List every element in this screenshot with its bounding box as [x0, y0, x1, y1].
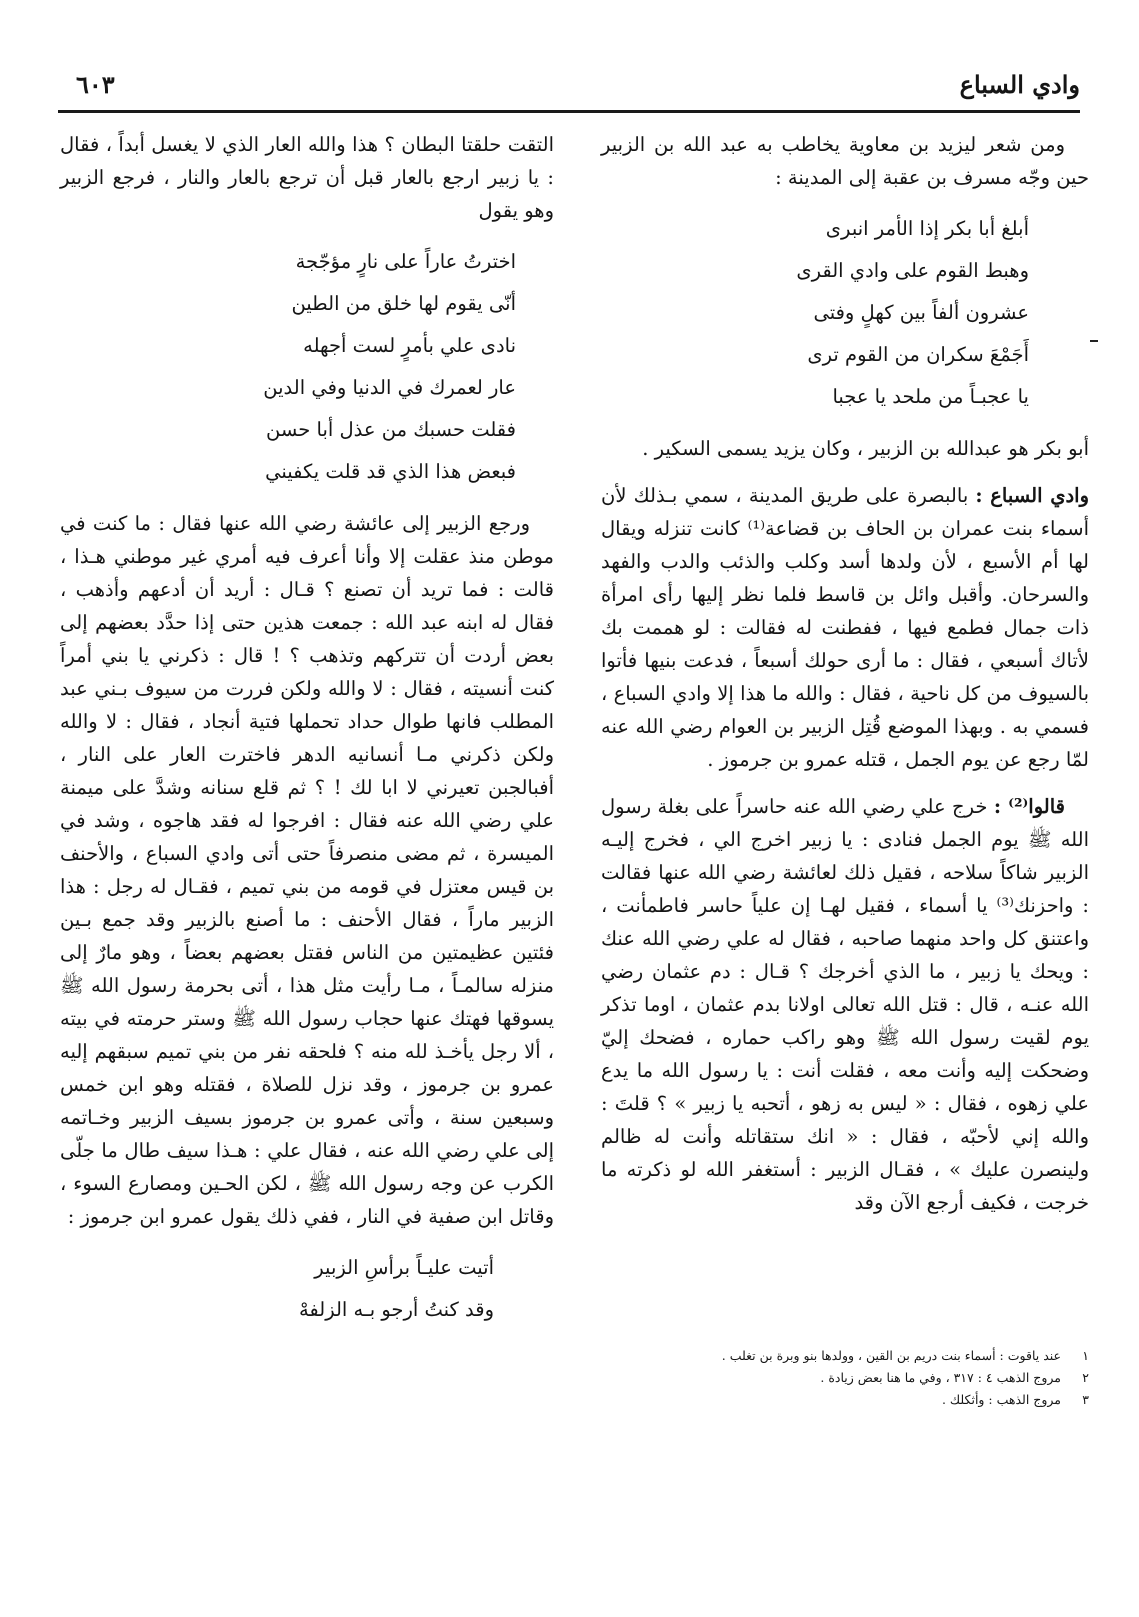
intro-paragraph: ومن شعر ليزيد بن معاوية يخاطب به عبد الله بن الزبير حين وجّه مسرف بن عقبة إلى المدينة :: [601, 133, 1089, 189]
verse-line: عشرون ألفاً بين كهلٍ وفتى: [813, 301, 1029, 324]
amr-poem: [60, 1247, 554, 1331]
footnote-number: ١: [1082, 1348, 1089, 1363]
narrative-paragraph: ورجع الزبير إلى عائشة رضي الله عنها فقال : ما كنت في موطن منذ عقلت إلا وأنا أعرف فيه أمري غير موطني هـذا ، قالت : فما تريد أن تصنع ؟ قـال : أريد أن أدعهم وأذهب ، فقال له ابنه عبد الله : جمعت هذين حتى إذا حدَّد بعضهم إلى بعض أردت أن تتركهم وتذهب ؟ ! قال : ذكرني يا بني أمراً كنت أنسيته ، فقال : لا والله ولكن فررت من سيوف بـني عبد المطلب فانها طوال حداد تحملها فتية أنجاد ، فقال : لا والله ولكن ذكرني مـا أنسانيه الدهر فاخترت العار على النار ، أفبالجبن تعيرني لا ابا لك ! ؟ ثم قلع سنانه وشدَّ على ميمنة علي رضي الله عنه فقال : افرجوا له فقد هاجوه ، وشد في الميسرة ، ثم مضى منصرفاً حتى أتى وادي السباع ، والأحنف بن قيس معتزل في قومه من بني تميم ، فقـال له رجل : هذا الزبير ماراً ، فقال الأحنف : ما أصنع بالزبير وقد جمع بـين فئتين عظيمتين من الناس فقتل بعضهم بعضاً ، وهو مارٌ إلى منزله سالمـاً ، مـا رأيت مثل هذا ، أتى بحرمة رسول الله ﷺ يسوقها فهتك عنها حجاب رسول الله ﷺ وستر حرمته في بيته ، ألا رجل يأخـذ لله منه ؟ فلحقه نفر من بني تميم سبقهم إليه عمرو بن جرموز ، وقد نزل للصلاة ، فقتله وهو ابن خمس وسبعين سنة ، وأتى عمرو بن جرموز بسيف الزبير وخـاتمه إلى علي رضي الله عنه ، فقال علي : هـذا سيف طال ما جلّى الكرب عن وجه رسول الله ﷺ ، لكن الحـين ومصارع السوء ، وقاتل ابن صفية في النار ، ففي ذلك يقول عمرو ابن جرموز :: [60, 512, 554, 1228]
footnote: [589, 1345, 1089, 1367]
entry-headword: وادي السباع :: [975, 484, 1089, 507]
continuation-paragraph: التقت حلقتا البطان ؟ هذا والله العار الذي لا يغسل أبداً ، فقال : يا زبير ارجع بالعار قبل أن ترجع بالعار والنار ، فرجع الزبير وهو يقول: [60, 133, 554, 222]
yazid-poem: [601, 208, 1089, 418]
verse-line: عار لعمرك في الدنيا وفي الدين: [263, 376, 516, 399]
footnote: [589, 1367, 1089, 1389]
verse-line: أَجَمْعَ سكران من القوم ترى: [807, 343, 1029, 366]
footnote: [589, 1389, 1089, 1411]
left-column: [60, 128, 554, 1345]
entry-text: بالبصرة على طريق المدينة ، سمي بـذلك لأن أسماء بنت عمران بن الحاف بن قضاعة⁽¹⁾ كانت تنزله ويقال لها أم الأسبع ، لأن ولدها أسد وكلب والذئب والدب والفهد والسرحان. وأقبل وائل بن قاسط فلما نظر إليها رأى امرأة ذات جمال فطمع فيها ، ففطنت له فقالت : لو هممت بك لأتاك أسبعي ، فقال : ما أرى حولك أسبعاً ، فدعت بنيها فأتوا بالسيوف من كل ناحية ، فقال : والله ما هذا إلا وادي السباع ، فسمي به . وبهذا الموضع قُتِل الزبير بن العوام رضي الله عنه لمّا رجع عن يوم الجمل ، قتله عمرو بن جرموز .: [601, 484, 1089, 771]
verse-line: أبلغ أبا بكر إذا الأمر انبرى: [825, 217, 1029, 240]
qalu-headword: قالوا⁽²⁾ :: [993, 795, 1066, 818]
footnote-text: مروج الذهب : وأثكلك .: [941, 1392, 1061, 1407]
verse-line: فقلت حسبك من عذل أبا حسن: [266, 418, 516, 441]
footnote-text: مروج الذهب ٤ : ٣١٧ ، وفي ما هنا بعض زيادة .: [820, 1370, 1061, 1385]
header-rule: [58, 110, 1080, 113]
verse-line: أنّى يقوم لها خلق من الطين: [291, 292, 516, 315]
verse-line: اخترتُ عاراً على نارٍ مؤجّجة: [295, 250, 516, 273]
qalu-text: خرج علي رضي الله عنه حاسراً على بغلة رسول الله ﷺ يوم الجمل فنادى : يا زبير اخرج الي ، فخرج إليـه الزبير شاكاً سلاحه ، فقيل ذلك لعائشة رضي الله عنها فقالت : واحزنك⁽³⁾ يا أسماء ، فقيل لهـا إن علياً حاسر فاطمأنت ، واعتنق كل واحد منهما صاحبه ، فقال له علي رضي الله عنك : ويحك يا زبير ، ما الذي أخرجك ؟ قـال : دم عثمان رضي الله عنـه ، قال : قتل الله تعالى اولانا بدم عثمان ، اوما تذكر يوم لقيت رسول الله ﷺ وهو راكب حماره ، فضحك إليّ وضحكت إليه وأنت معه ، فقلت أنت : يا رسول الله ما يدع علي زهوه ، فقال : « ليس به زهو ، أتحبه يا زبير » ؟ قلتَ : والله إني لأحبّه ، فقال : « انك ستقاتله وأنت له ظالم ولينصرن عليك » ، فقـال الزبير : أستغفر الله لو ذكرته ما خرجت ، فكيف أرجع الآن وقد: [601, 795, 1089, 1214]
verse-line: وهبط القوم على وادي القرى: [796, 259, 1029, 282]
verse-line: أتيت عليـاً برأسِ الزبير: [314, 1256, 494, 1279]
footnote-number: ٢: [1082, 1370, 1089, 1385]
verse-note: أبو بكر هو عبدالله بن الزبير ، وكان يزيد يسمى السكير .: [642, 437, 1089, 460]
footnote-number: ٣: [1082, 1392, 1089, 1407]
margin-mark: [1090, 340, 1098, 342]
qalu-paragraph: [601, 790, 1089, 1219]
verse-line: فبعض هذا الذي قد قلت يكفيني: [265, 460, 516, 483]
running-title: وادي السباع: [959, 70, 1080, 99]
entry-paragraph: [601, 479, 1089, 776]
zubayr-poem: [60, 241, 554, 493]
verse-line: وقد كنتُ أرجو بـه الزلفهْ: [298, 1298, 494, 1321]
footnotes: [589, 1345, 1089, 1411]
page-number: ٦٠٣: [76, 70, 115, 99]
verse-line: نادى علي بأمرٍ لست أجهله: [303, 334, 516, 357]
verse-line: يا عجبـاً من ملحد يا عجبا: [832, 385, 1029, 408]
right-column: [601, 128, 1089, 1233]
footnote-text: عند ياقوت : أسماء بنت دريم بن القين ، وولدها بنو وبرة بن تغلب .: [721, 1348, 1061, 1363]
